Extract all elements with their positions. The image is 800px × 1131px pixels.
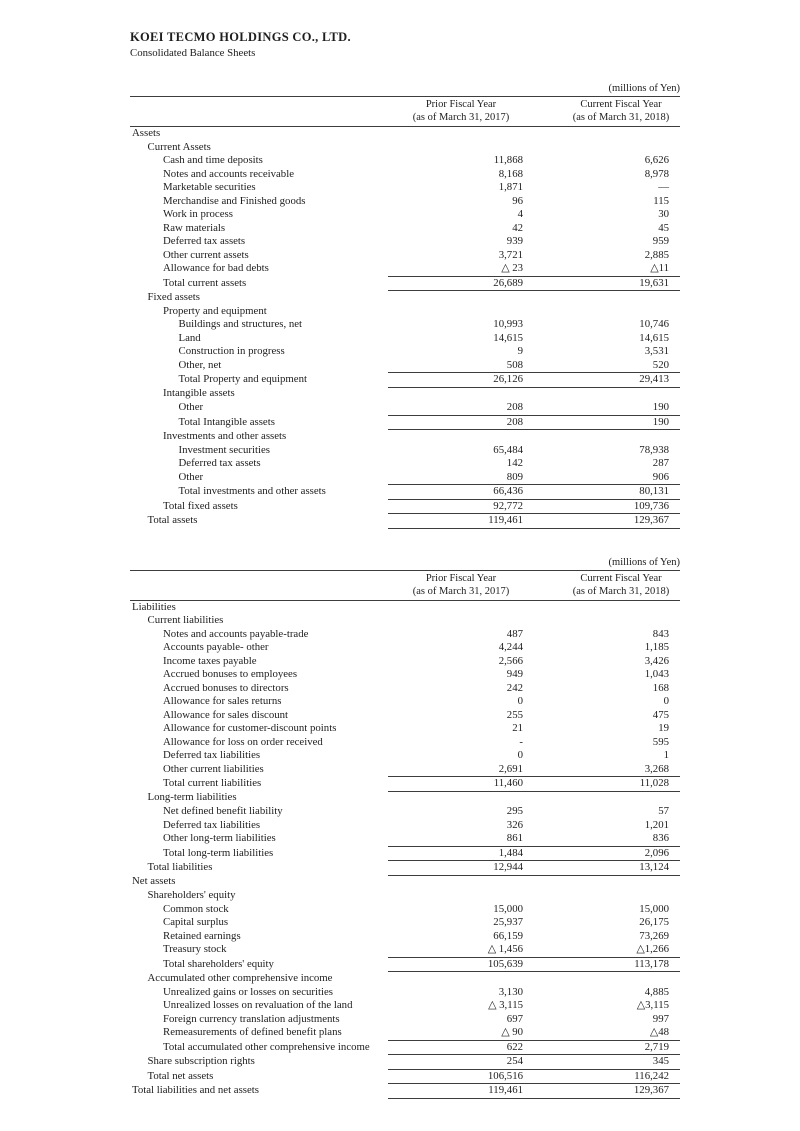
row-label: Shareholders' equity bbox=[147, 889, 236, 901]
current-value-cell: 2,096 bbox=[534, 846, 680, 861]
table-row bbox=[130, 1040, 680, 1055]
prior-value-cell: 508 bbox=[506, 358, 523, 371]
prior-fiscal-year-date: (as of March 31, 2017) bbox=[412, 112, 510, 123]
prior-value-cell: 119,461 bbox=[388, 514, 534, 529]
current-value-cell bbox=[534, 141, 680, 155]
row-label: Accounts payable- other bbox=[163, 641, 269, 653]
assets-table-body bbox=[130, 127, 680, 529]
current-value-cell: 1 bbox=[663, 749, 669, 761]
current-value-cell: △48 bbox=[649, 1026, 669, 1038]
row-label: Assets bbox=[132, 127, 161, 139]
row-label: Other bbox=[178, 470, 204, 483]
prior-value-cell: 105,639 bbox=[388, 957, 534, 972]
table-row bbox=[130, 401, 680, 415]
prior-value-cell: 487 bbox=[506, 627, 523, 640]
prior-value-cell: 939 bbox=[506, 235, 523, 247]
table-row bbox=[130, 722, 680, 736]
prior-value-cell bbox=[388, 600, 534, 614]
row-label: Retained earnings bbox=[163, 929, 241, 942]
row-label: Total fixed assets bbox=[163, 499, 238, 512]
prior-value-cell: 26,126 bbox=[388, 373, 534, 388]
prior-fiscal-year-header bbox=[388, 97, 534, 127]
current-value-cell: 113,178 bbox=[534, 957, 680, 972]
table-row bbox=[130, 457, 680, 471]
row-label: Total investments and other assets bbox=[178, 485, 326, 497]
row-label: Deferred tax liabilities bbox=[163, 818, 261, 831]
row-label: Foreign currency translation adjustments bbox=[163, 1012, 340, 1025]
row-label: Total long-term liabilities bbox=[163, 846, 274, 859]
row-label: Allowance for sales returns bbox=[163, 695, 282, 707]
current-value-cell bbox=[534, 600, 680, 614]
current-value-cell: 129,367 bbox=[534, 514, 680, 529]
current-value-cell bbox=[534, 614, 680, 628]
prior-value-cell: △ 1,456 bbox=[487, 943, 523, 955]
row-label: Fixed assets bbox=[147, 290, 200, 303]
table-row bbox=[130, 846, 680, 861]
table-row bbox=[130, 1026, 680, 1040]
table-row bbox=[130, 628, 680, 642]
row-label: Income taxes payable bbox=[163, 654, 257, 667]
current-value-cell: 1,201 bbox=[644, 818, 669, 831]
prior-value-cell: 11,868 bbox=[493, 154, 523, 166]
current-value-cell: 19,631 bbox=[534, 276, 680, 291]
row-label: Total shareholders' equity bbox=[163, 957, 274, 970]
prior-value-cell: △ 23 bbox=[501, 262, 523, 274]
prior-value-cell: 242 bbox=[506, 681, 523, 694]
prior-value-cell bbox=[388, 972, 534, 986]
prior-value-cell: 119,461 bbox=[388, 1084, 534, 1099]
current-value-cell: 3,268 bbox=[644, 762, 669, 775]
row-label: Total Property and equipment bbox=[178, 373, 307, 385]
table-row bbox=[130, 1055, 680, 1070]
prior-value-cell bbox=[388, 387, 534, 401]
current-value-cell: 11,028 bbox=[534, 777, 680, 792]
current-value-cell: 836 bbox=[652, 832, 669, 844]
table-row bbox=[130, 154, 680, 168]
current-fiscal-year-date: (as of March 31, 2018) bbox=[572, 112, 670, 123]
row-label: Raw materials bbox=[163, 221, 226, 234]
current-value-cell bbox=[534, 127, 680, 141]
current-value-cell: 6,626 bbox=[644, 154, 669, 166]
row-label: Investment securities bbox=[178, 443, 270, 456]
current-value-cell bbox=[534, 305, 680, 319]
current-value-cell: 1,043 bbox=[644, 668, 669, 680]
table-row bbox=[130, 1084, 680, 1099]
prior-value-cell: 208 bbox=[388, 415, 534, 430]
table-row bbox=[130, 415, 680, 430]
current-value-cell: 520 bbox=[652, 358, 669, 371]
row-label: Liabilities bbox=[132, 600, 176, 613]
prior-value-cell bbox=[388, 791, 534, 805]
current-value-cell bbox=[534, 791, 680, 805]
current-value-cell: 19 bbox=[658, 722, 669, 734]
prior-value-cell: 92,772 bbox=[388, 499, 534, 514]
current-value-cell: 57 bbox=[658, 805, 669, 817]
table-row bbox=[130, 819, 680, 833]
row-label: Merchandise and Finished goods bbox=[163, 194, 306, 207]
table-row bbox=[130, 749, 680, 763]
current-value-cell: 190 bbox=[534, 415, 680, 430]
table-row bbox=[130, 763, 680, 777]
current-value-cell: 14,615 bbox=[639, 331, 669, 344]
table-row bbox=[130, 614, 680, 628]
current-value-cell bbox=[534, 972, 680, 986]
prior-value-cell: 4 bbox=[517, 208, 523, 220]
prior-value-cell: 326 bbox=[506, 818, 523, 831]
current-fiscal-year-date: (as of March 31, 2018) bbox=[572, 585, 670, 597]
table-row bbox=[130, 345, 680, 359]
table-row bbox=[130, 791, 680, 805]
current-fiscal-year-header bbox=[534, 97, 680, 127]
row-label: Unrealized gains or losses on securities bbox=[163, 985, 334, 998]
table-row bbox=[130, 332, 680, 346]
current-value-cell: 10,746 bbox=[639, 318, 669, 330]
header-spacer-cell bbox=[130, 570, 388, 600]
table-row bbox=[130, 957, 680, 972]
document-title: Consolidated Balance Sheets bbox=[130, 47, 256, 59]
units-note: (millions of Yen) bbox=[608, 556, 680, 568]
table-row bbox=[130, 1069, 680, 1084]
row-label: Other, net bbox=[178, 358, 222, 371]
prior-value-cell bbox=[388, 305, 534, 319]
assets-table-header bbox=[130, 97, 680, 127]
header-spacer-cell bbox=[130, 97, 388, 127]
prior-value-cell: 2,691 bbox=[498, 762, 523, 775]
prior-value-cell: 3,721 bbox=[498, 248, 523, 261]
liabilities-table-body bbox=[130, 600, 680, 1098]
current-value-cell: 13,124 bbox=[534, 861, 680, 876]
current-value-cell: 29,413 bbox=[534, 373, 680, 388]
liabilities-table-header bbox=[130, 570, 680, 600]
prior-value-cell: 10,993 bbox=[493, 318, 523, 330]
table-row bbox=[130, 641, 680, 655]
current-value-cell: 15,000 bbox=[639, 902, 669, 915]
table-row bbox=[130, 916, 680, 930]
table-row bbox=[130, 999, 680, 1013]
row-label: Construction in progress bbox=[178, 345, 285, 357]
current-value-cell: 2,719 bbox=[534, 1040, 680, 1055]
row-label: Accrued bonuses to employees bbox=[163, 668, 298, 680]
prior-fiscal-year-title: Prior Fiscal Year bbox=[425, 99, 497, 110]
table-row bbox=[130, 930, 680, 944]
current-value-cell: 80,131 bbox=[534, 485, 680, 500]
current-fiscal-year-title: Current Fiscal Year bbox=[580, 572, 662, 584]
table-row bbox=[130, 291, 680, 305]
prior-value-cell: 3,130 bbox=[498, 985, 523, 998]
row-label: Other bbox=[178, 401, 204, 414]
row-label: Total liabilities bbox=[147, 861, 213, 873]
row-label: Work in process bbox=[163, 208, 233, 220]
prior-value-cell: 255 bbox=[506, 708, 523, 721]
row-label: Allowance for loss on order received bbox=[163, 735, 323, 748]
table-row bbox=[130, 318, 680, 332]
row-label: Buildings and structures, net bbox=[178, 318, 303, 330]
table-row bbox=[130, 736, 680, 750]
row-label: Allowance for customer-discount points bbox=[163, 722, 337, 734]
row-label: Intangible assets bbox=[163, 387, 235, 400]
prior-value-cell: 106,516 bbox=[388, 1069, 534, 1084]
prior-value-cell: 0 bbox=[517, 695, 523, 707]
row-label: Total current liabilities bbox=[163, 777, 262, 789]
table-row bbox=[130, 682, 680, 696]
row-label: Total assets bbox=[147, 514, 198, 526]
current-value-cell: 30 bbox=[658, 208, 669, 220]
table-row bbox=[130, 249, 680, 263]
row-label: Net defined benefit liability bbox=[163, 805, 283, 817]
prior-value-cell: 809 bbox=[506, 470, 523, 483]
row-label: Unrealized losses on revaluation of the land bbox=[163, 999, 353, 1011]
current-value-cell: 115 bbox=[653, 194, 669, 207]
prior-value-cell: 96 bbox=[512, 194, 523, 207]
prior-value-cell: 142 bbox=[506, 457, 523, 469]
row-label: Total liabilities and net assets bbox=[132, 1084, 259, 1096]
table-row bbox=[130, 430, 680, 444]
table-row bbox=[130, 943, 680, 957]
prior-value-cell: 861 bbox=[506, 832, 523, 844]
row-label: Notes and accounts receivable bbox=[163, 167, 295, 180]
prior-value-cell: 21 bbox=[512, 722, 523, 734]
table-row bbox=[130, 168, 680, 182]
current-value-cell: 78,938 bbox=[639, 443, 669, 456]
row-label: Other current liabilities bbox=[163, 762, 264, 775]
table-row bbox=[130, 861, 680, 876]
table-row bbox=[130, 514, 680, 529]
current-value-cell: 116,242 bbox=[534, 1069, 680, 1084]
prior-value-cell: 25,937 bbox=[493, 916, 523, 928]
row-label: Total net assets bbox=[147, 1069, 214, 1082]
row-label: Current liabilities bbox=[147, 614, 224, 626]
row-label: Land bbox=[178, 331, 201, 344]
prior-value-cell: △ 3,115 bbox=[488, 999, 523, 1011]
row-label: Investments and other assets bbox=[163, 429, 287, 442]
table-row bbox=[130, 485, 680, 500]
table-row bbox=[130, 222, 680, 236]
table-row bbox=[130, 208, 680, 222]
row-label: Cash and time deposits bbox=[163, 154, 263, 166]
prior-value-cell: 697 bbox=[506, 1012, 523, 1025]
current-value-cell bbox=[534, 889, 680, 903]
table-row bbox=[130, 499, 680, 514]
prior-value-cell: 8,168 bbox=[498, 167, 523, 180]
prior-value-cell: 66,436 bbox=[388, 485, 534, 500]
table-row bbox=[130, 695, 680, 709]
prior-value-cell bbox=[388, 889, 534, 903]
current-fiscal-year-title: Current Fiscal Year bbox=[580, 99, 662, 110]
table-row bbox=[130, 373, 680, 388]
table-row bbox=[130, 262, 680, 276]
current-value-cell bbox=[534, 291, 680, 305]
row-label: Allowance for sales discount bbox=[163, 708, 289, 721]
company-name: KOEI TECMO HOLDINGS CO., LTD. bbox=[130, 30, 351, 44]
row-label: Deferred tax assets bbox=[163, 235, 246, 247]
current-value-cell: 4,885 bbox=[644, 985, 669, 998]
prior-value-cell: 4,244 bbox=[498, 641, 523, 653]
current-value-cell: 345 bbox=[534, 1055, 680, 1070]
current-value-cell: 843 bbox=[652, 627, 669, 640]
current-value-cell: △11 bbox=[650, 262, 669, 274]
prior-value-cell: 949 bbox=[506, 668, 523, 680]
table-row bbox=[130, 471, 680, 485]
current-value-cell: 0 bbox=[663, 695, 669, 707]
prior-value-cell: 14,615 bbox=[493, 331, 523, 344]
prior-value-cell: △ 90 bbox=[501, 1026, 523, 1038]
row-label: Total Intangible assets bbox=[178, 415, 275, 428]
prior-value-cell: 1,871 bbox=[498, 181, 523, 193]
current-value-cell: 595 bbox=[652, 735, 669, 748]
row-label: Net assets bbox=[132, 875, 176, 888]
prior-value-cell: 66,159 bbox=[493, 929, 523, 942]
current-value-cell bbox=[534, 875, 680, 889]
table-row bbox=[130, 235, 680, 249]
table-row bbox=[130, 805, 680, 819]
row-label: Total accumulated other comprehensive income bbox=[163, 1040, 370, 1053]
liabilities-table bbox=[130, 570, 680, 1099]
prior-value-cell: 15,000 bbox=[493, 902, 523, 915]
current-value-cell: 129,367 bbox=[534, 1084, 680, 1099]
row-label: Deferred tax liabilities bbox=[163, 749, 261, 761]
prior-value-cell: 11,460 bbox=[388, 777, 534, 792]
current-value-cell: 959 bbox=[652, 235, 669, 247]
table-row bbox=[130, 141, 680, 155]
prior-value-cell: 622 bbox=[388, 1040, 534, 1055]
row-label: Property and equipment bbox=[163, 304, 267, 317]
table-row bbox=[130, 181, 680, 195]
row-label: Other current assets bbox=[163, 248, 249, 261]
current-value-cell: 2,885 bbox=[644, 248, 669, 261]
current-fiscal-year-header bbox=[534, 570, 680, 600]
table-row bbox=[130, 668, 680, 682]
current-value-cell: 8,978 bbox=[644, 167, 669, 180]
prior-value-cell: 0 bbox=[517, 749, 523, 761]
table-row bbox=[130, 276, 680, 291]
row-label: Long-term liabilities bbox=[147, 791, 237, 804]
current-value-cell: 997 bbox=[652, 1012, 669, 1025]
table-row bbox=[130, 709, 680, 723]
table-row bbox=[130, 986, 680, 1000]
row-label: Total current assets bbox=[163, 276, 247, 289]
table-row bbox=[130, 655, 680, 669]
current-value-cell: 3,531 bbox=[644, 345, 669, 357]
current-value-cell: 168 bbox=[652, 681, 669, 694]
prior-value-cell: 12,944 bbox=[388, 861, 534, 876]
table-row bbox=[130, 832, 680, 846]
prior-value-cell bbox=[388, 875, 534, 889]
prior-value-cell: 9 bbox=[517, 345, 523, 357]
current-value-cell: 906 bbox=[652, 470, 669, 483]
row-label: Treasury stock bbox=[163, 943, 227, 956]
prior-value-cell: 26,689 bbox=[388, 276, 534, 291]
table-row bbox=[130, 903, 680, 917]
assets-table bbox=[130, 96, 680, 529]
row-label: Marketable securities bbox=[163, 181, 256, 193]
current-value-cell: △1,266 bbox=[636, 943, 669, 955]
prior-value-cell: 254 bbox=[388, 1055, 534, 1070]
prior-value-cell: 42 bbox=[512, 221, 523, 234]
row-label: Notes and accounts payable-trade bbox=[163, 627, 309, 640]
table-row bbox=[130, 195, 680, 209]
prior-value-cell: 65,484 bbox=[493, 443, 523, 456]
row-label: Accumulated other comprehensive income bbox=[147, 971, 333, 984]
current-value-cell: △3,115 bbox=[636, 999, 669, 1011]
current-value-cell: 45 bbox=[658, 221, 669, 234]
row-label: Allowance for bad debts bbox=[163, 262, 269, 275]
prior-value-cell: 295 bbox=[506, 805, 523, 817]
current-value-cell bbox=[534, 430, 680, 444]
current-value-cell: 190 bbox=[652, 401, 669, 413]
table-row bbox=[130, 359, 680, 373]
prior-value-cell bbox=[388, 614, 534, 628]
current-value-cell: 287 bbox=[652, 457, 669, 469]
row-label: Accrued bonuses to directors bbox=[163, 681, 289, 694]
row-label: Current Assets bbox=[147, 140, 211, 153]
table-row bbox=[130, 972, 680, 986]
table-row bbox=[130, 889, 680, 903]
prior-fiscal-year-date: (as of March 31, 2017) bbox=[412, 585, 510, 597]
table-row bbox=[130, 305, 680, 319]
prior-value-cell: 1,484 bbox=[388, 846, 534, 861]
prior-value-cell bbox=[388, 430, 534, 444]
current-value-cell: 109,736 bbox=[534, 499, 680, 514]
row-label: Capital surplus bbox=[163, 916, 229, 928]
prior-fiscal-year-header bbox=[388, 570, 534, 600]
row-label: Other long-term liabilities bbox=[163, 832, 276, 845]
table-row bbox=[130, 875, 680, 889]
current-value-cell: 26,175 bbox=[639, 916, 669, 928]
current-value-cell: 475 bbox=[652, 708, 669, 721]
table-row bbox=[130, 444, 680, 458]
prior-value-cell bbox=[388, 141, 534, 155]
prior-value-cell: 208 bbox=[506, 401, 523, 413]
table-row bbox=[130, 600, 680, 614]
prior-value-cell bbox=[388, 291, 534, 305]
current-value-cell: 1,185 bbox=[644, 641, 669, 653]
table-row bbox=[130, 1013, 680, 1027]
row-label: Common stock bbox=[163, 902, 229, 915]
units-note: (millions of Yen) bbox=[608, 83, 680, 94]
current-value-cell: 73,269 bbox=[639, 929, 669, 942]
row-label: Share subscription rights bbox=[147, 1055, 255, 1067]
row-label: Deferred tax assets bbox=[178, 457, 261, 469]
prior-value-cell bbox=[388, 127, 534, 141]
current-value-cell: 3,426 bbox=[644, 654, 669, 667]
table-row bbox=[130, 777, 680, 792]
prior-value-cell: - bbox=[519, 735, 523, 748]
current-value-cell bbox=[534, 387, 680, 401]
current-value-cell: — bbox=[658, 181, 669, 193]
prior-fiscal-year-title: Prior Fiscal Year bbox=[425, 572, 497, 584]
row-label: Remeasurements of defined benefit plans bbox=[163, 1026, 342, 1039]
table-row bbox=[130, 127, 680, 141]
table-row bbox=[130, 387, 680, 401]
prior-value-cell: 2,566 bbox=[498, 654, 523, 667]
